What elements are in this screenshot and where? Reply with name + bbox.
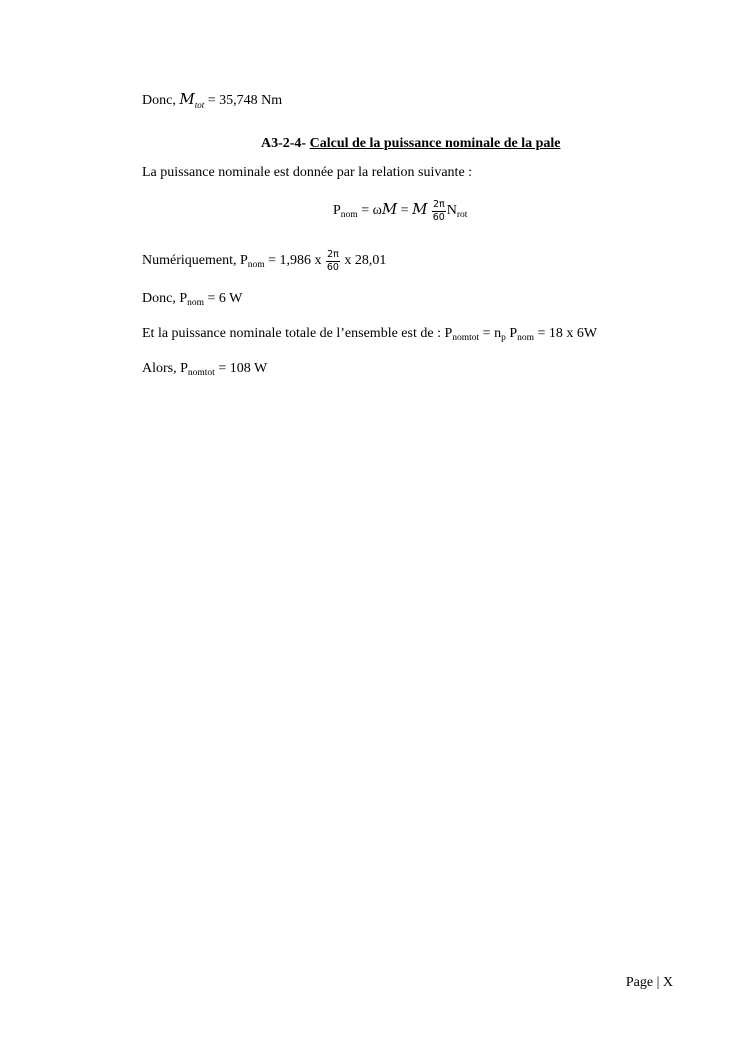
formula-moment-1: M [381, 200, 398, 219]
moment-value: = 35,748 Nm [207, 93, 283, 108]
formula-fraction [432, 200, 446, 222]
total-n-subscript: p [501, 333, 506, 343]
formula-p: P [333, 203, 341, 219]
section-title: Calcul de la puissance nominale de la pale [309, 136, 561, 151]
fraction-denominator: 60 [326, 261, 339, 273]
alors-p-subscript: nomtot [187, 368, 215, 378]
total-prefix: Et la puissance nominale totale de l’ensemble est de : P [142, 326, 453, 341]
fraction-numerator: 2π [432, 199, 445, 210]
donc-prefix: Donc, P [142, 291, 188, 306]
numeric-fraction [326, 250, 340, 272]
numeric-speed: x 28,01 [344, 253, 387, 269]
donc-p-subscript: nom [187, 298, 205, 308]
total-p2-subscript: nom [517, 333, 535, 343]
formula-equals: = [400, 203, 409, 219]
numeric-torque: = 1,986 x [268, 253, 322, 269]
power-formula [333, 200, 467, 222]
fraction-numerator: 2π [327, 249, 339, 260]
total-p-subscript: nomtot [452, 333, 480, 343]
numeric-prefix: Numériquement, P [142, 253, 248, 269]
formula-n: N [446, 203, 457, 219]
alors-value: = 108 W [218, 361, 268, 376]
formula-n-subscript: rot [456, 210, 468, 221]
power-result-line [142, 292, 242, 306]
formula-omega: = ω [361, 203, 382, 219]
numeric-line [142, 250, 386, 272]
total-value: = 18 x 6W [537, 326, 598, 341]
alors-prefix: Alors, P [142, 361, 188, 376]
text-prefix: Donc, [142, 93, 176, 108]
total-n: = n [482, 326, 502, 341]
intro-paragraph: La puissance nominale est donnée par la relation suivante : [142, 165, 473, 180]
section-heading [261, 137, 560, 151]
total-result-line [142, 362, 267, 376]
formula-p-subscript: nom [340, 210, 358, 221]
section-number: A3-2-4- [261, 136, 307, 151]
page-number-footer: Page | X [625, 975, 673, 990]
total-power-line [142, 327, 597, 341]
fraction-denominator: 60 [432, 211, 445, 223]
total-p2: P [509, 326, 518, 341]
numeric-p-subscript: nom [247, 260, 265, 271]
moment-result-line [142, 92, 282, 108]
donc-value: = 6 W [207, 291, 243, 306]
moment-symbol: M [179, 90, 195, 108]
moment-subscript: tot [194, 100, 205, 110]
formula-moment-2: M [412, 200, 428, 219]
